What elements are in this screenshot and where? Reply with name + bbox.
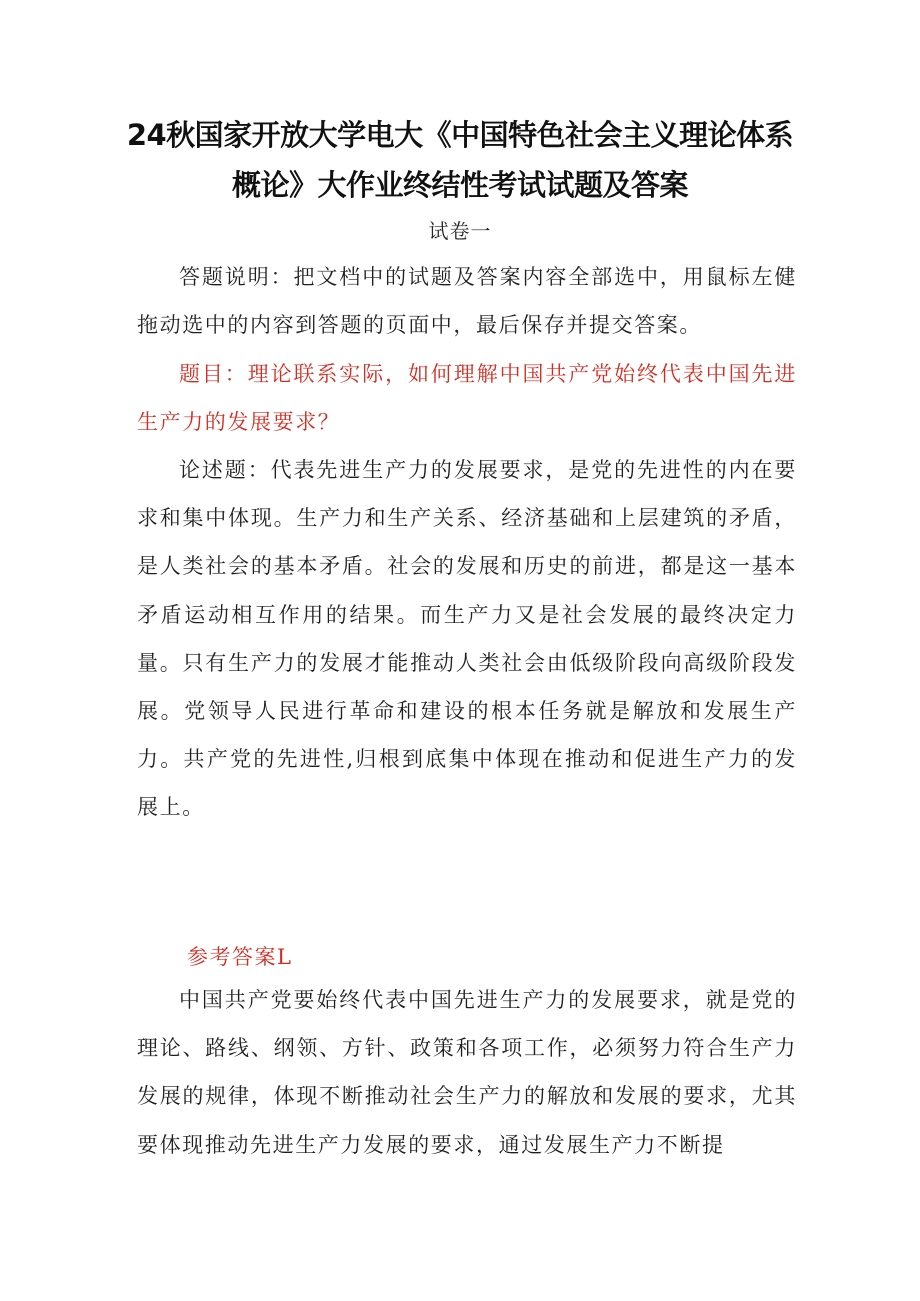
reference-answer-text: 中国共产党要始终代表中国先进生产力的发展要求，就是党的理论、路线、纲领、方针、政策和各项工作，必须努力符合生产力发展的规律，体现不断推动社会生产力的解放和发展的要求，尤其要体现推动先进生产力发展的要求，通过发展生产力不断提 [137,988,797,1157]
document-title-line-2: 概论》大作业终结性考试试题及答案 [231,168,688,202]
question-prompt: 题目：理论联系实际，如何理解中国共产党始终代表中国先进生产力的发展要求？ [137,362,797,435]
essay-answer: 论述题：代表先进生产力的发展要求，是党的先进性的内在要求和集中体现。生产力和生产关系、经济基础和上层建筑的矛盾，是人类社会的基本矛盾。社会的发展和历史的前进，都是这一基本矛盾运动相互作用的结果。而生产力又是社会发展的最终决定力量。只有生产力的发展才能推动人类社会由低级阶段向高级阶段发展。党领导人民进行革命和建设的根本任务就是解放和发展生产力。共产党的先进性,归根到底集中体现在推动和促进生产力的发展上。 [137,458,797,820]
reference-answer-label: 参考答案L [187,945,293,969]
paper-subtitle: 试卷一 [428,219,492,243]
answer-instructions: 答题说明：把文档中的试题及答案内容全部选中，用鼠标左健拖动选中的内容到答题的页面中，最后保存并提交答案。 [137,265,797,338]
document-title-line-1: 24秋国家开放大学电大《中国特色社会主义理论体系 [126,118,794,152]
